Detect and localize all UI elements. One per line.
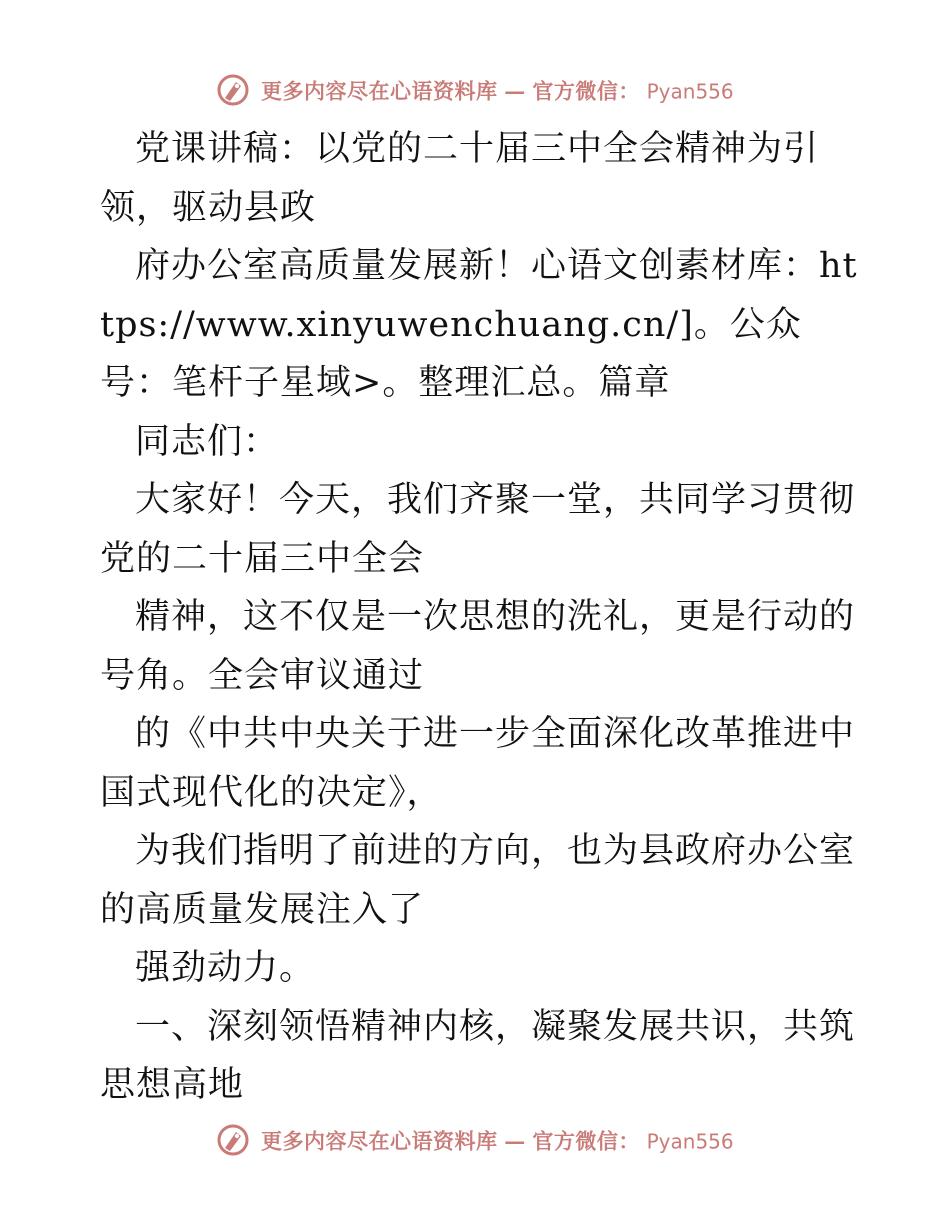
pen-nib-logo-icon xyxy=(216,73,250,107)
header-watermark xyxy=(0,70,950,110)
watermark-text: 更多内容尽在心语资料库 xyxy=(261,1128,498,1154)
paragraph-title: 党课讲稿：以党的二十届三中全会精神为引领，驱动县政 xyxy=(100,129,820,228)
watermark-dash: — xyxy=(504,1128,526,1154)
pen-nib-logo-icon xyxy=(216,1123,250,1157)
paragraph-greeting: 同志们： xyxy=(135,421,280,462)
watermark-handle: Pyan556 xyxy=(646,79,734,104)
section-heading: 一、深刻领悟精神内核，凝聚发展共识，共筑思想高地 xyxy=(100,1006,856,1105)
document-body xyxy=(100,120,860,1115)
paragraph-body: 大家好！今天，我们齐聚一堂，共同学习贯彻党的二十届三中全会 xyxy=(100,480,856,579)
watermark-handle: Pyan556 xyxy=(646,1129,734,1154)
paragraph-body: 精神，这不仅是一次思想的洗礼，更是行动的号角。全会审议通过 xyxy=(100,597,856,696)
watermark-dash: — xyxy=(504,78,526,104)
footer-watermark xyxy=(0,1120,950,1160)
watermark-official: 官方微信： xyxy=(532,78,640,104)
paragraph-body: 的《中共中央关于进一步全面深化改革推进中国式现代化的决定》， xyxy=(100,714,856,813)
watermark-text: 更多内容尽在心语资料库 xyxy=(261,78,498,104)
paragraph-body: 强劲动力。 xyxy=(135,948,316,988)
paragraph-source: 府办公室高质量发展新！心语文创素材库：https://www.xinyuwenchuang.cn/]。公众号：笔杆子星域>。整理汇总。篇章 xyxy=(100,246,858,403)
paragraph-body: 为我们指明了前进的方向，也为县政府办公室的高质量发展注入了 xyxy=(100,831,856,930)
watermark-official: 官方微信： xyxy=(532,1128,640,1154)
